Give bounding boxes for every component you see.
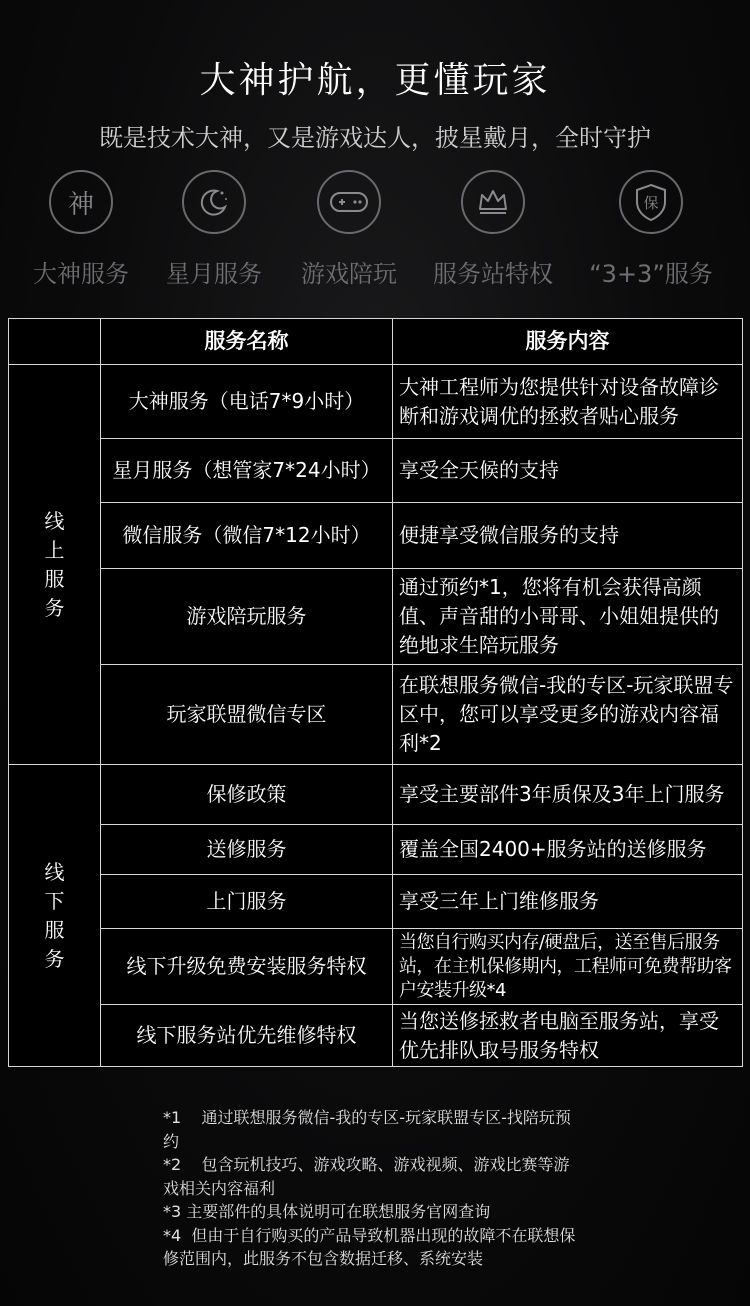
column-header-content: 服务内容 — [393, 319, 743, 365]
service-desc: 大神工程师为您提供针对设备故障诊断和游戏调优的拯救者贴心服务 — [393, 365, 743, 439]
feature-dashen — [6, 170, 156, 289]
footnote: *3 主要部件的具体说明可在联想服务官网查询 — [163, 1202, 491, 1221]
svg-text:保: 保 — [643, 194, 659, 212]
shield-bao-icon — [619, 170, 683, 234]
service-name: 线下服务站优先维修特权 — [101, 1005, 393, 1067]
footnote: *2 包含玩机技巧、游戏攻略、游戏视频、游戏比赛等游戏相关内容福利 — [163, 1155, 570, 1198]
feature-label: “3+3”服务 — [589, 260, 713, 288]
table-row — [9, 569, 743, 665]
crown-icon — [461, 170, 525, 234]
table-row — [9, 439, 743, 503]
table-row — [9, 929, 743, 1005]
feature-label: 服务站特权 — [433, 260, 553, 288]
feature-icons-row — [0, 170, 750, 290]
service-name: 微信服务（微信7*12小时） — [101, 503, 393, 569]
feature-label: 大神服务 — [33, 260, 129, 288]
service-name: 玩家联盟微信专区 — [101, 665, 393, 765]
table-row — [9, 1005, 743, 1067]
shen-character-icon: 神 — [49, 170, 113, 234]
service-desc: 在联想服务微信-我的专区-玩家联盟专区中，您可以享受更多的游戏内容福利*2 — [393, 665, 743, 765]
feature-label: 游戏陪玩 — [301, 260, 397, 288]
service-desc: 享受主要部件3年质保及3年上门服务 — [393, 765, 743, 825]
table-row — [9, 365, 743, 439]
page-subtitle: 既是技术大神，又是游戏达人，披星戴月，全时守护 — [99, 124, 651, 152]
service-name: 大神服务（电话7*9小时） — [101, 365, 393, 439]
feature-peiwan — [274, 170, 424, 289]
table-row — [9, 875, 743, 929]
table-row — [9, 503, 743, 569]
feature-fuwuzhan — [418, 170, 568, 289]
service-desc: 当您自行购买内存/硬盘后，送至售后服务站，在主机保修期内，工程师可免费帮助客户安装升级*4 — [393, 929, 743, 1005]
service-name: 送修服务 — [101, 825, 393, 875]
service-name: 游戏陪玩服务 — [101, 569, 393, 665]
feature-xingyue — [139, 170, 289, 289]
service-name: 星月服务（想管家7*24小时） — [101, 439, 393, 503]
table-header-row — [9, 319, 743, 365]
feature-label: 星月服务 — [166, 260, 262, 288]
service-name: 上门服务 — [101, 875, 393, 929]
service-desc: 覆盖全国2400+服务站的送修服务 — [393, 825, 743, 875]
service-desc: 享受三年上门维修服务 — [393, 875, 743, 929]
service-desc: 通过预约*1，您将有机会获得高颜值、声音甜的小哥哥、小姐姐提供的绝地求生陪玩服务 — [393, 569, 743, 665]
footnote: *4 但由于自行购买的产品导致机器出现的故障不在联想保修范围内，此服务不包含数据迁移、系统安装 — [163, 1225, 576, 1268]
feature-33 — [576, 170, 726, 289]
moon-stars-icon — [182, 170, 246, 234]
footnotes — [163, 1106, 583, 1271]
service-desc: 当您送修拯救者电脑至服务站，享受优先排队取号服务特权 — [393, 1005, 743, 1067]
table-row — [9, 825, 743, 875]
group-label-offline: 线 下 服 务 — [9, 765, 101, 1067]
service-desc: 享受全天候的支持 — [393, 439, 743, 503]
table-corner-cell — [9, 319, 101, 365]
service-name: 线下升级免费安装服务特权 — [101, 929, 393, 1005]
footnote: *1 通过联想服务微信-我的专区-玩家联盟专区-找陪玩预约 — [163, 1108, 571, 1151]
service-desc: 便捷享受微信服务的支持 — [393, 503, 743, 569]
service-name: 保修政策 — [101, 765, 393, 825]
page-title: 大神护航，更懂玩家 — [199, 60, 551, 101]
service-table — [8, 318, 743, 1067]
group-label-online: 线 上 服 务 — [9, 365, 101, 765]
gamepad-icon — [317, 170, 381, 234]
table-row — [9, 765, 743, 825]
column-header-name: 服务名称 — [101, 319, 393, 365]
table-row — [9, 665, 743, 765]
